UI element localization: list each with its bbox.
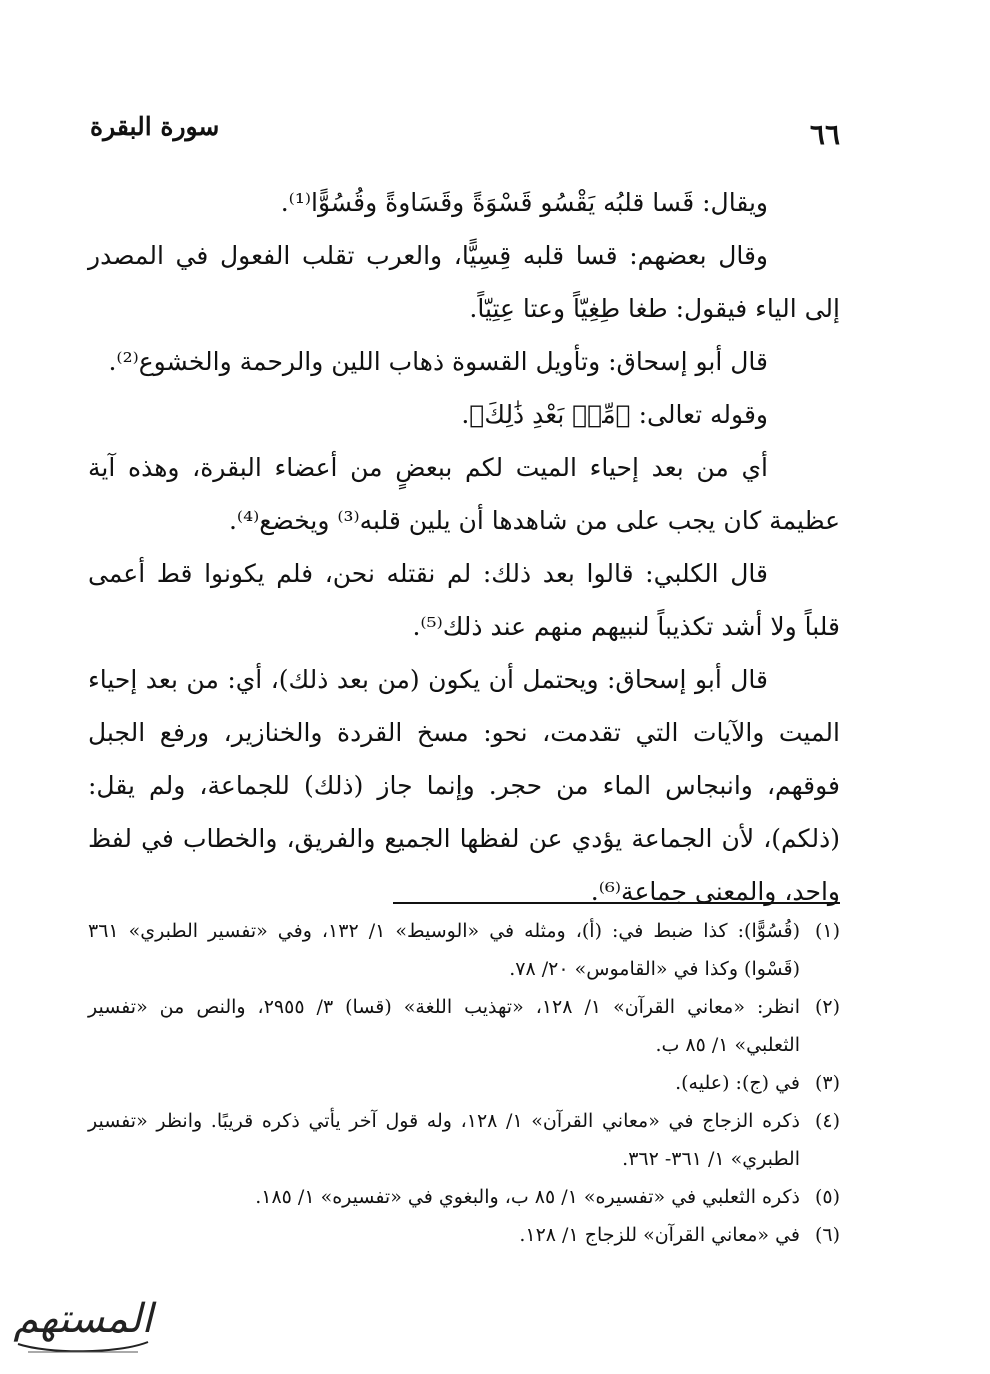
- footnote: [88, 988, 840, 1064]
- footnote-number: (٥): [814, 1186, 840, 1208]
- footnote-number: (٦): [814, 1224, 840, 1246]
- footnote-number: (١): [814, 920, 840, 942]
- paragraph: وقوله تعالى: ﴿مِّنۢ بَعْدِ ذَٰلِكَ﴾.: [461, 400, 768, 429]
- paragraph: أي من بعد إحياء الميت لكم ببعضٍ من أعضاء البقرة، وهذه آية عظيمة كان يجب على من شاهدها أن يلين قلبه⁽³⁾ ويخضع⁽⁴⁾.: [88, 453, 840, 535]
- footnotes: [88, 912, 840, 1254]
- footnote-text: في (ج): (عليه).: [675, 1072, 800, 1094]
- footnote-number: (٣): [814, 1072, 840, 1094]
- paragraph: قال أبو إسحاق: وتأويل القسوة ذهاب اللين والرحمة والخشوع⁽²⁾.: [108, 347, 768, 376]
- sura-title: سورة البقرة: [90, 112, 220, 141]
- footnote-divider: [393, 902, 840, 904]
- paragraph: ويقال: قَسا قلبُه يَقْسُو قَسْوَةً وقَسَاوةً وقُسُوًّا⁽¹⁾.: [280, 188, 768, 217]
- calligraphy-stamp-logo: [8, 1284, 158, 1364]
- running-header: [90, 112, 840, 152]
- footnote: [88, 1064, 840, 1102]
- paragraph: قال الكلبي: قالوا بعد ذلك: لم نقتله نحن، فلم يكونوا قط أعمى قلباً ولا أشد تكذيباً لنبيهم منهم عند ذلك⁽⁵⁾.: [88, 559, 840, 641]
- paragraph: وقال بعضهم: قسا قلبه قِسِيًّا، والعرب تقلب الفعول في المصدر إلى الياء فيقول: طغا طِغِيّاً وعتا عِتِيّاً.: [88, 241, 840, 323]
- footnote-text: (قُسُوًّا): كذا ضبط في: (أ)، ومثله في «الوسيط» ١/ ١٣٢، وفي «تفسير الطبري» ٣٦١ (قَسْوا) وكذا في «القاموس» ٢٠/ ٧٨.: [88, 920, 800, 980]
- svg-text:المستهم: المستهم: [13, 1296, 153, 1342]
- footnote: [88, 1178, 840, 1216]
- footnote-number: (٤): [814, 1110, 840, 1132]
- footnote-text: ذكره الثعلبي في «تفسيره» ١/ ٨٥ ب، والبغوي في «تفسيره» ١/ ١٨٥.: [255, 1186, 800, 1208]
- footnote-text: في «معاني القرآن» للزجاج ١/ ١٢٨.: [519, 1224, 800, 1246]
- footnote-text: انظر: «معاني القرآن» ١/ ١٢٨، «تهذيب اللغة» (قسا) ٣/ ٢٩٥٥، والنص من «تفسير الثعلبي» ١/ ٨٥ ب.: [88, 996, 800, 1056]
- paragraph: قال أبو إسحاق: ويحتمل أن يكون (من بعد ذلك)، أي: من بعد إحياء الميت والآيات التي تقدمت، نحو: مسخ القردة والخنازير، ورفع الجبل فوقهم، وانبجاس الماء من حجر. وإنما جاز (ذلك) للجماعة، ولم يقل: (ذلكم)، لأن الجماعة يؤدي عن لفظها الجميع والفريق، والخطاب في لفظ واحد، والمعنى جماعة⁽⁶⁾.: [88, 665, 840, 906]
- footnote-number: (٢): [814, 996, 840, 1018]
- footnote-text: ذكره الزجاج في «معاني القرآن» ١/ ١٢٨، وله قول آخر يأتي ذكره قريبًا. وانظر «تفسير الطبري» ١/ ٣٦١- ٣٦٢.: [88, 1110, 801, 1170]
- footnote: [88, 912, 840, 988]
- footnote: [88, 1216, 840, 1254]
- page-number: ٦٦: [809, 118, 840, 151]
- body-text: [88, 176, 840, 918]
- footnote: [88, 1102, 840, 1178]
